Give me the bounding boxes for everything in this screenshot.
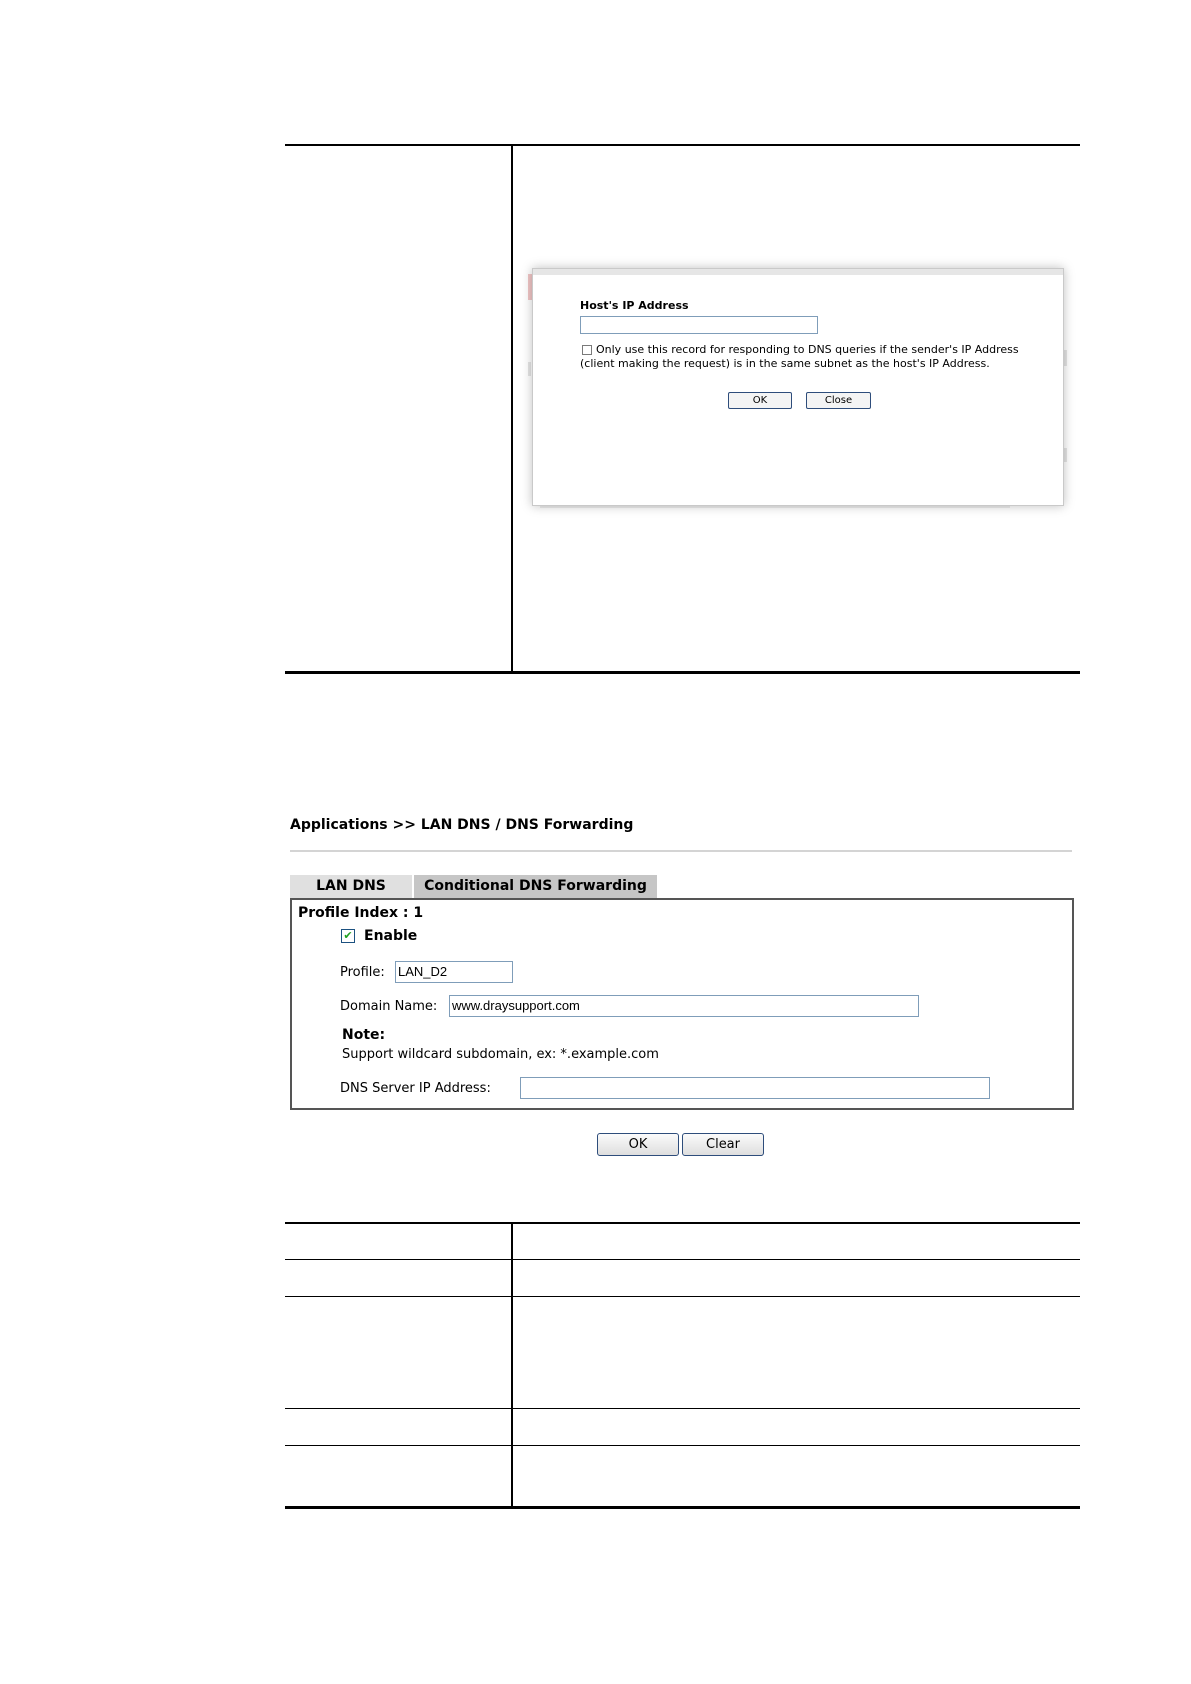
dialog-ok-button[interactable]: OK [728,392,792,409]
profile-index-label: Profile Index : 1 [298,905,424,921]
page-title-breadcrumb: Applications >> LAN DNS / DNS Forwarding [290,817,634,833]
bottom-table-row-rule [285,1296,1080,1297]
bottom-table-row-rule [285,1259,1080,1260]
note-text: Support wildcard subdomain, ex: *.example.com [342,1047,659,1062]
dialog-title-bar [533,269,1063,275]
domain-name-input[interactable]: www.draysupport.com [449,995,919,1017]
dns-server-ip-input[interactable] [520,1077,990,1099]
bottom-table-top-rule [285,1222,1080,1224]
dialog-close-button[interactable]: Close [806,392,871,409]
bottom-table-bottom-rule [285,1506,1080,1509]
ok-button[interactable]: OK [597,1133,679,1156]
top-table-top-rule [285,144,1080,146]
profile-input[interactable]: LAN_D2 [395,961,513,983]
top-table-bottom-rule [285,671,1080,674]
bottom-table-row-rule [285,1445,1080,1446]
tab-lan-dns[interactable]: LAN DNS [290,875,412,898]
background-page-edge [1064,448,1067,462]
tab-conditional-dns-forwarding[interactable]: Conditional DNS Forwarding [414,875,657,898]
same-subnet-checkbox-label: Only use this record for responding to DNS queries if the sender's IP Address (client making the request) is in the same subnet as the host's IP Address. [580,343,1019,370]
bottom-table-row-rule [285,1408,1080,1409]
host-ip-dialog [532,268,1064,506]
enable-label: Enable [364,928,418,944]
dns-server-ip-label: DNS Server IP Address: [340,1081,491,1096]
profile-panel [290,898,1074,1110]
note-title: Note: [342,1027,386,1043]
host-ip-input[interactable] [580,316,818,334]
check-mark-icon: ✔ [343,929,353,942]
background-page-edge [1064,350,1067,366]
top-table-column-divider [511,145,513,672]
dialog-title: Host's IP Address [580,299,689,312]
enable-checkbox[interactable] [341,929,355,943]
profile-label: Profile: [340,965,385,980]
clear-button[interactable]: Clear [682,1133,764,1156]
title-divider [290,850,1072,852]
background-page-edge [540,506,1010,508]
domain-name-label: Domain Name: [340,999,438,1014]
bottom-table-column-divider [511,1223,513,1507]
background-page-edge [528,362,531,376]
